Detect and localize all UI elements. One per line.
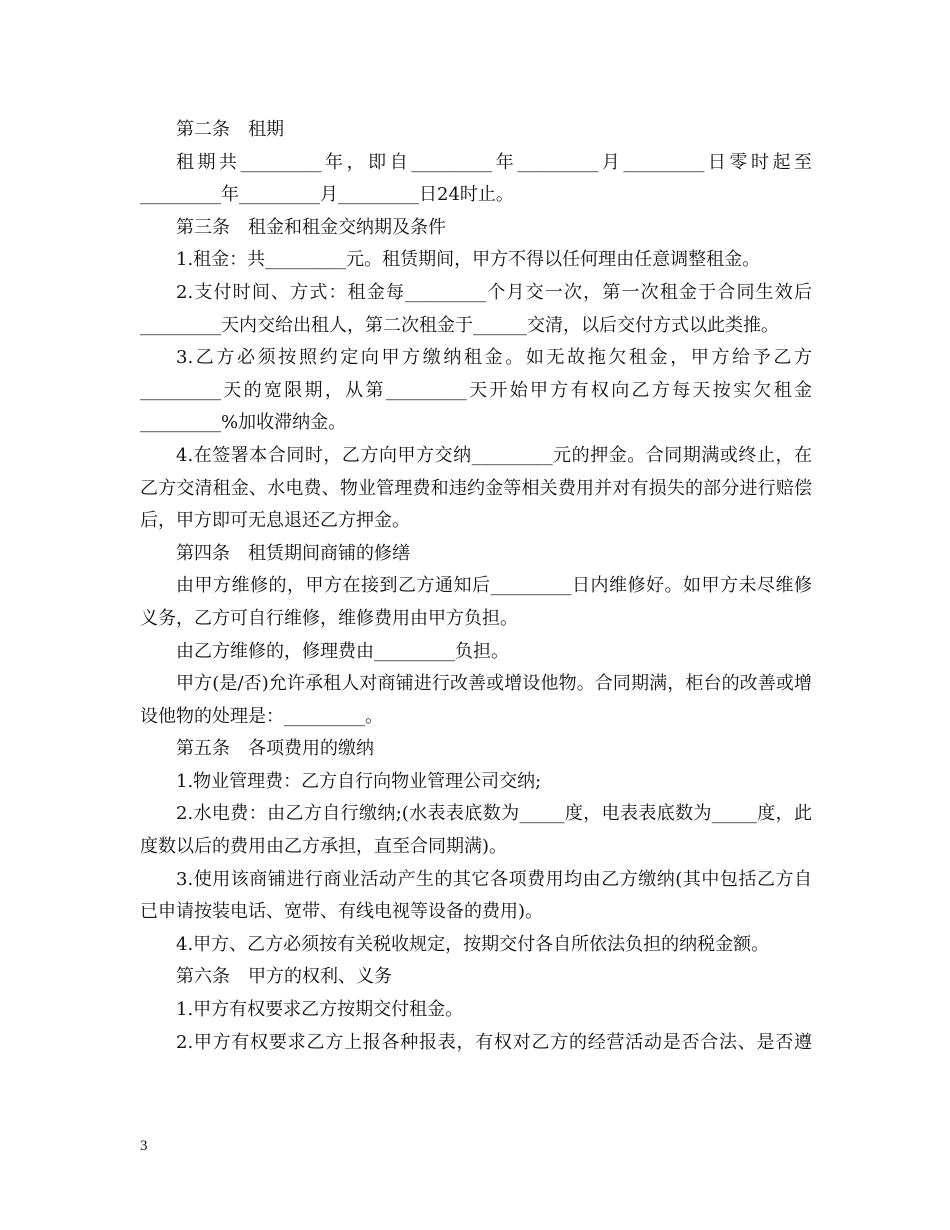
article-6-heading: 第六条 甲方的权利、义务	[176, 966, 392, 988]
page-number: 3	[140, 1138, 148, 1154]
payment-method-paragraph: 2.支付时间、方式：租金每_________个月交一次，第一次租金于合同生效后_________天内交给出租人，第二次租金于______交清，以后交付方式以此类推。	[140, 281, 812, 336]
utility-fee-paragraph: 2.水电费：由乙方自行缴纳;(水表表底数为_____度，电表表底数为_____度，此度数以后的费用由乙方承担，直至合同期满)。	[140, 803, 812, 858]
lease-term-paragraph: 租期共_________年，即自_________年_________月_________日零时起至_________年_________月_________日24时止。	[140, 151, 812, 206]
tenant-repair-paragraph: 由乙方维修的，修理费由_________负担。	[176, 640, 509, 662]
tax-paragraph: 4.甲方、乙方必须按有关税收规定，按期交付各自所依法负担的纳税金额。	[176, 933, 770, 955]
document-body	[140, 114, 812, 1059]
deposit-paragraph: 4.在签署本合同时，乙方向甲方交纳_________元的押金。合同期满或终止，在乙方交清租金、水电费、物业管理费和违约金等相关费用并对有损失的部分进行赔偿后，甲方即可无息退还乙方押金。	[140, 444, 812, 532]
landlord-right-2-paragraph: 2.甲方有权要求乙方上报各种报表，有权对乙方的经营活动是否合法、是否遵	[176, 1031, 812, 1053]
landlord-repair-paragraph: 由甲方维修的，甲方在接到乙方通知后_________日内维修好。如甲方未尽维修义务，乙方可自行维修，维修费用由甲方负担。	[140, 575, 812, 629]
article-2-heading: 第二条 租期	[176, 119, 284, 140]
rent-amount-paragraph: 1.租金：共_________元。租赁期间，甲方不得以任何理由任意调整租金。	[176, 249, 761, 271]
late-fee-paragraph: 3.乙方必须按照约定向甲方缴纳租金。如无故拖欠租金，甲方给予乙方_________天的宽限期，从第_________天开始甲方有权向乙方每天按实欠租金_________%加收滞纳金。	[140, 347, 812, 434]
property-fee-paragraph: 1.物业管理费：乙方自行向物业管理公司交纳;	[176, 770, 542, 792]
article-4-heading: 第四条 租赁期间商铺的修缮	[176, 542, 410, 564]
improvement-paragraph: 甲方(是/否)允许承租人对商铺进行改善或增设他物。合同期满，柜台的改善或增设他物的处理是：_________。	[140, 673, 812, 727]
other-fees-paragraph: 3.使用该商铺进行商业活动产生的其它各项费用均由乙方缴纳(其中包括乙方自已申请按装电话、宽带、有线电视等设备的费用)。	[140, 868, 812, 923]
landlord-right-1-paragraph: 1.甲方有权要求乙方按期交付租金。	[176, 999, 464, 1021]
article-5-heading: 第五条 各项费用的缴纳	[176, 738, 374, 760]
article-3-heading: 第三条 租金和租金交纳期及条件	[176, 216, 446, 238]
